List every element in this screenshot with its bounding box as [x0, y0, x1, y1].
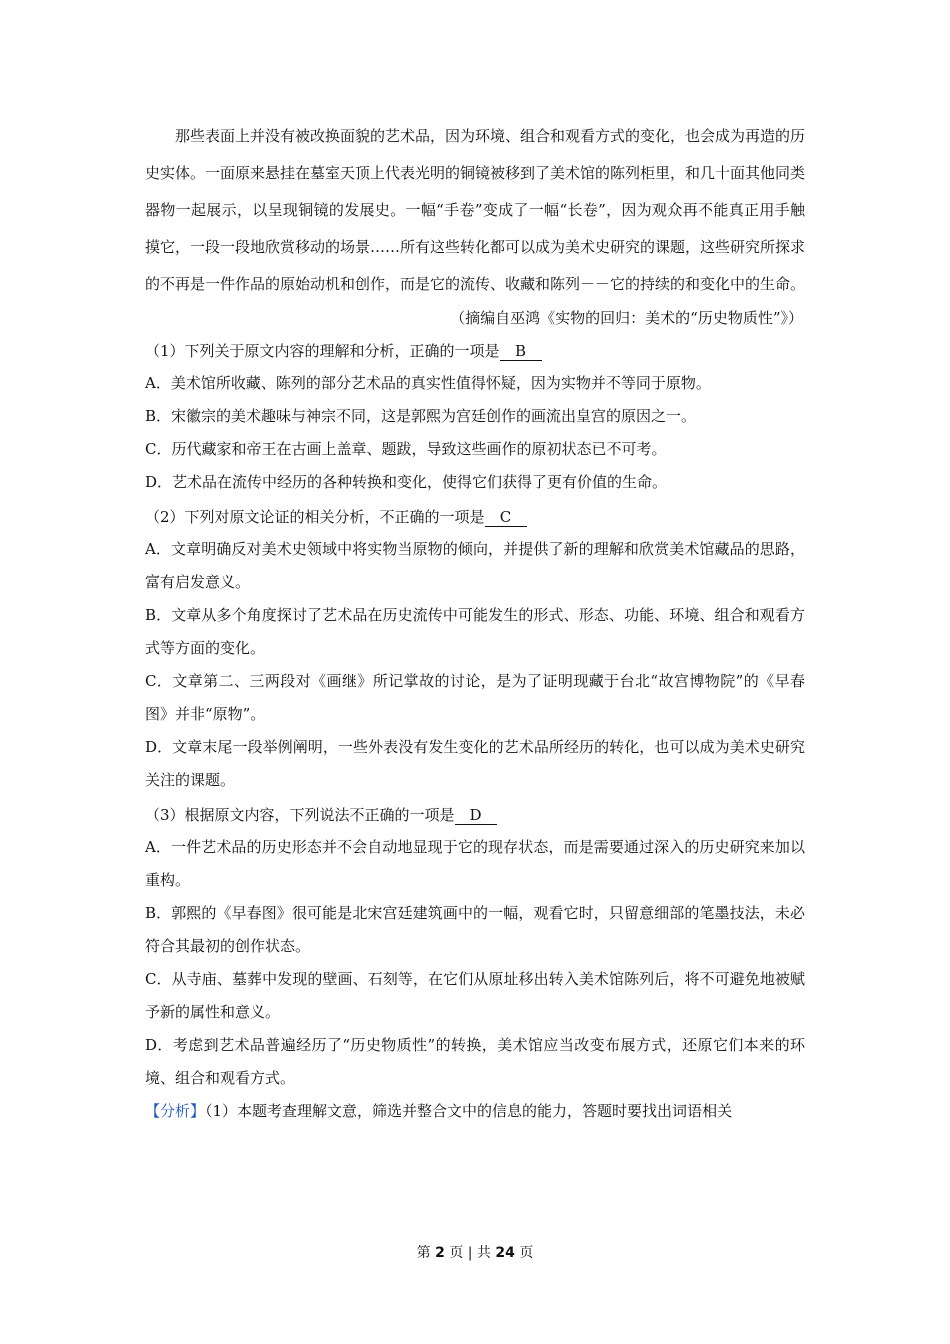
answer-blank: D: [455, 806, 497, 825]
option-a: A．一件艺术品的历史形态并不会自动地显现于它的现存状态，而是需要通过深入的历史研究来加以重构。: [145, 838, 805, 889]
option-d: D．艺术品在流传中经历的各种转换和变化，使得它们获得了更有价值的生命。: [145, 473, 668, 491]
answer-blank: C: [485, 508, 527, 527]
question-1: [145, 337, 805, 499]
content-area: [145, 118, 805, 1128]
answer-blank: B: [500, 342, 542, 361]
option-c: C．历代藏家和帝王在古画上盖章、题跋，导致这些画作的原初状态已不可考。: [145, 440, 667, 458]
analysis-line: [145, 1095, 805, 1128]
analysis-text: （1）本题考查理解文意，筛选并整合文中的信息的能力，答题时要找出词语相关: [205, 1102, 733, 1120]
question-prompt: （3）根据原文内容，下列说法不正确的一项是 D: [145, 801, 805, 829]
option-d: D．考虑到艺术品普遍经历了“历史物质性”的转换，美术馆应当改变布展方式，还原它们本来的环境、组合和观看方式。: [145, 1036, 805, 1087]
option-c: C．从寺庙、墓葬中发现的壁画、石刻等，在它们从原址移出转入美术馆陈列后，将不可避免地被赋予新的属性和意义。: [145, 970, 805, 1021]
total-page-number: 24: [495, 1245, 515, 1261]
option-b: B．宋徽宗的美术趣味与神宗不同，这是郭熙为宫廷创作的画流出皇宫的原因之一。: [145, 407, 697, 425]
analysis-tag: 【分析】: [145, 1102, 206, 1120]
page-footer: 第 2 页 | 共 24 页: [416, 1245, 534, 1261]
question-3: [145, 801, 805, 1095]
option-b: B．文章从多个角度探讨了艺术品在历史流传中可能发生的形式、形态、功能、环境、组合和观看方式等方面的变化。: [145, 606, 805, 657]
passage-paragraph: 那些表面上并没有被改换面貌的艺术品，因为环境、组合和观看方式的变化，也会成为再造的历史实体。一面原来悬挂在墓室天顶上代表光明的铜镜被移到了美术馆的陈列柜里，和几十面其他同类器物一起展示，以呈现铜镜的发展史。一幅“手卷”变成了一幅“长卷”，因为观众再不能真正用手触摸它，一段一段地欣赏移动的场景……所有这些转化都可以成为美术史研究的课题，这些研究所探求的不再是一件作品的原始动机和创作，而是它的流传、收藏和陈列－－它的持续的和变化中的生命。: [145, 127, 806, 293]
option-d: D．文章末尾一段举例阐明，一些外表没有发生变化的艺术品所经历的转化，也可以成为美术史研究关注的课题。: [145, 738, 805, 789]
question-prompt: （1）下列关于原文内容的理解和分析，正确的一项是 B: [145, 337, 805, 365]
question-prompt: （2）下列对原文论证的相关分析，不正确的一项是 C: [145, 503, 805, 531]
current-page-number: 2: [435, 1245, 445, 1261]
passage-source: （摘编自巫鸿《实物的回归：美术的“历史物质性”》）: [450, 309, 803, 327]
question-2: [145, 503, 805, 797]
option-a: A．美术馆所收藏、陈列的部分艺术品的真实性值得怀疑，因为实物并不等同于原物。: [145, 374, 711, 392]
option-c: C．文章第二、三两段对《画继》所记掌故的讨论，是为了证明现藏于台北“故宫博物院”的《早春图》并非“原物”。: [145, 672, 805, 723]
option-b: B．郭熙的《早春图》很可能是北宋宫廷建筑画中的一幅，观看它时，只留意细部的笔墨技法，未必符合其最初的创作状态。: [145, 904, 805, 955]
option-a: A．文章明确反对美术史领域中将实物当原物的倾向，并提供了新的理解和欣赏美术馆藏品的思路，富有启发意义。: [145, 540, 805, 591]
